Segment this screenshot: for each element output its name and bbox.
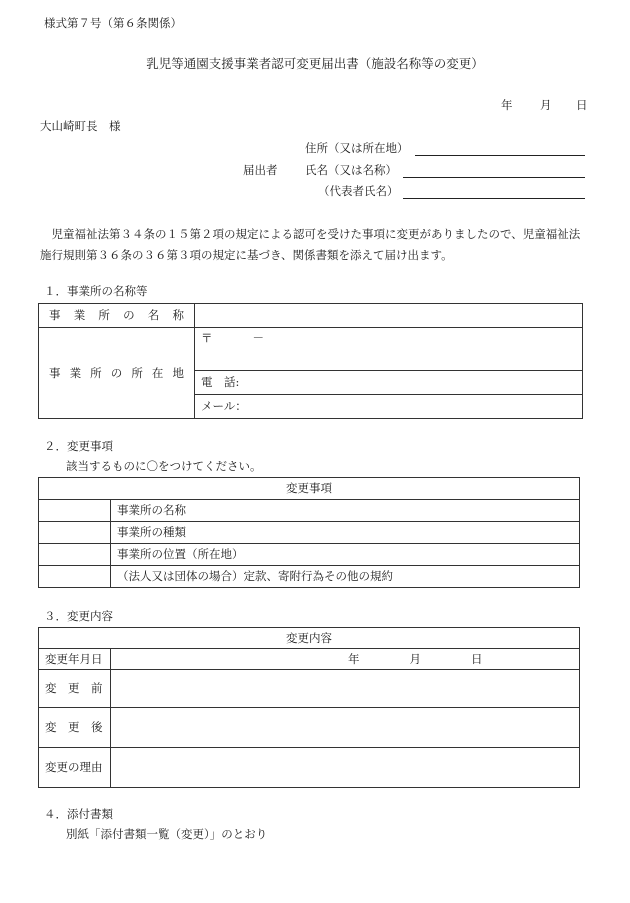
change-item-mark-cell[interactable] xyxy=(39,566,111,588)
section2-instruction: 該当するものに〇をつけてください。 xyxy=(66,459,262,473)
after-field[interactable] xyxy=(111,708,580,748)
facility-name-label: 事業所の名称 xyxy=(39,304,195,328)
reason-field[interactable] xyxy=(111,748,580,788)
facility-name-field[interactable] xyxy=(195,304,583,328)
representative-label: （代表者氏名） xyxy=(318,184,399,198)
facility-location-label: 事業所の所在地 xyxy=(39,328,195,419)
change-date-day: 日 xyxy=(471,651,483,666)
phone-field[interactable] xyxy=(195,371,583,395)
before-field[interactable] xyxy=(111,670,580,708)
document-title: 乳児等通園支援事業者認可変更届出書（施設名称等の変更） xyxy=(146,56,484,71)
applicant-role-label: 届出者 xyxy=(243,163,278,177)
email-label: メール： xyxy=(201,399,247,414)
after-label: 変 更 後 xyxy=(39,708,111,748)
change-details-header: 変更内容 xyxy=(39,628,580,649)
representative-field[interactable] xyxy=(403,198,585,199)
change-details-table xyxy=(38,627,580,788)
declaration-text: 児童福祉法第３４条の１５第２項の規定による認可を受けた事項に変更がありましたので、児童福祉法施行規則第３６条の３６第３項の規定に基づき、関係書類を添えて届け出ます。 xyxy=(40,227,581,262)
section3-heading: ３．変更内容 xyxy=(44,609,113,623)
facility-info-table xyxy=(38,303,583,419)
email-field[interactable] xyxy=(195,395,583,419)
change-item-mark-cell[interactable] xyxy=(39,522,111,544)
postal-mark: 〒 xyxy=(201,331,213,345)
change-date-field[interactable] xyxy=(111,649,580,670)
change-items-table xyxy=(38,477,580,588)
addressee: 大山崎町長 様 xyxy=(40,119,121,133)
reason-label: 変更の理由 xyxy=(39,748,111,788)
change-date-year: 年 xyxy=(348,651,360,666)
change-date-month: 月 xyxy=(409,651,421,666)
attachments-text: 別紙「添付書類一覧（変更）」のとおり xyxy=(66,827,268,841)
change-items-header: 変更事項 xyxy=(39,478,580,500)
address-label: 住所（又は所在地） xyxy=(305,141,409,155)
address-field[interactable] xyxy=(415,155,585,156)
change-item-articles: （法人又は団体の場合）定款、寄附行為その他の規約 xyxy=(111,566,580,588)
before-label: 変 更 前 xyxy=(39,670,111,708)
change-item-mark-cell[interactable] xyxy=(39,500,111,522)
postal-dash: － xyxy=(252,331,264,345)
date-day-label: 日 xyxy=(576,98,588,112)
change-item-facility-location: 事業所の位置（所在地） xyxy=(111,544,580,566)
change-item-facility-type: 事業所の種類 xyxy=(111,522,580,544)
change-item-facility-name: 事業所の名称 xyxy=(111,500,580,522)
form-number: 様式第７号（第６条関係） xyxy=(44,16,182,30)
date-year-label: 年 xyxy=(501,98,513,112)
name-label: 氏名（又は名称） xyxy=(305,163,397,177)
change-item-mark-cell[interactable] xyxy=(39,544,111,566)
section1-heading: １．事業所の名称等 xyxy=(44,284,148,298)
change-date-label: 変更年月日 xyxy=(39,649,111,670)
section4-heading: ４．添付書類 xyxy=(44,807,113,821)
section2-heading: ２．変更事項 xyxy=(44,439,113,453)
date-month-label: 月 xyxy=(540,98,552,112)
name-field[interactable] xyxy=(403,177,585,178)
postal-field[interactable] xyxy=(195,328,583,371)
phone-label: 電 話: xyxy=(201,375,240,390)
